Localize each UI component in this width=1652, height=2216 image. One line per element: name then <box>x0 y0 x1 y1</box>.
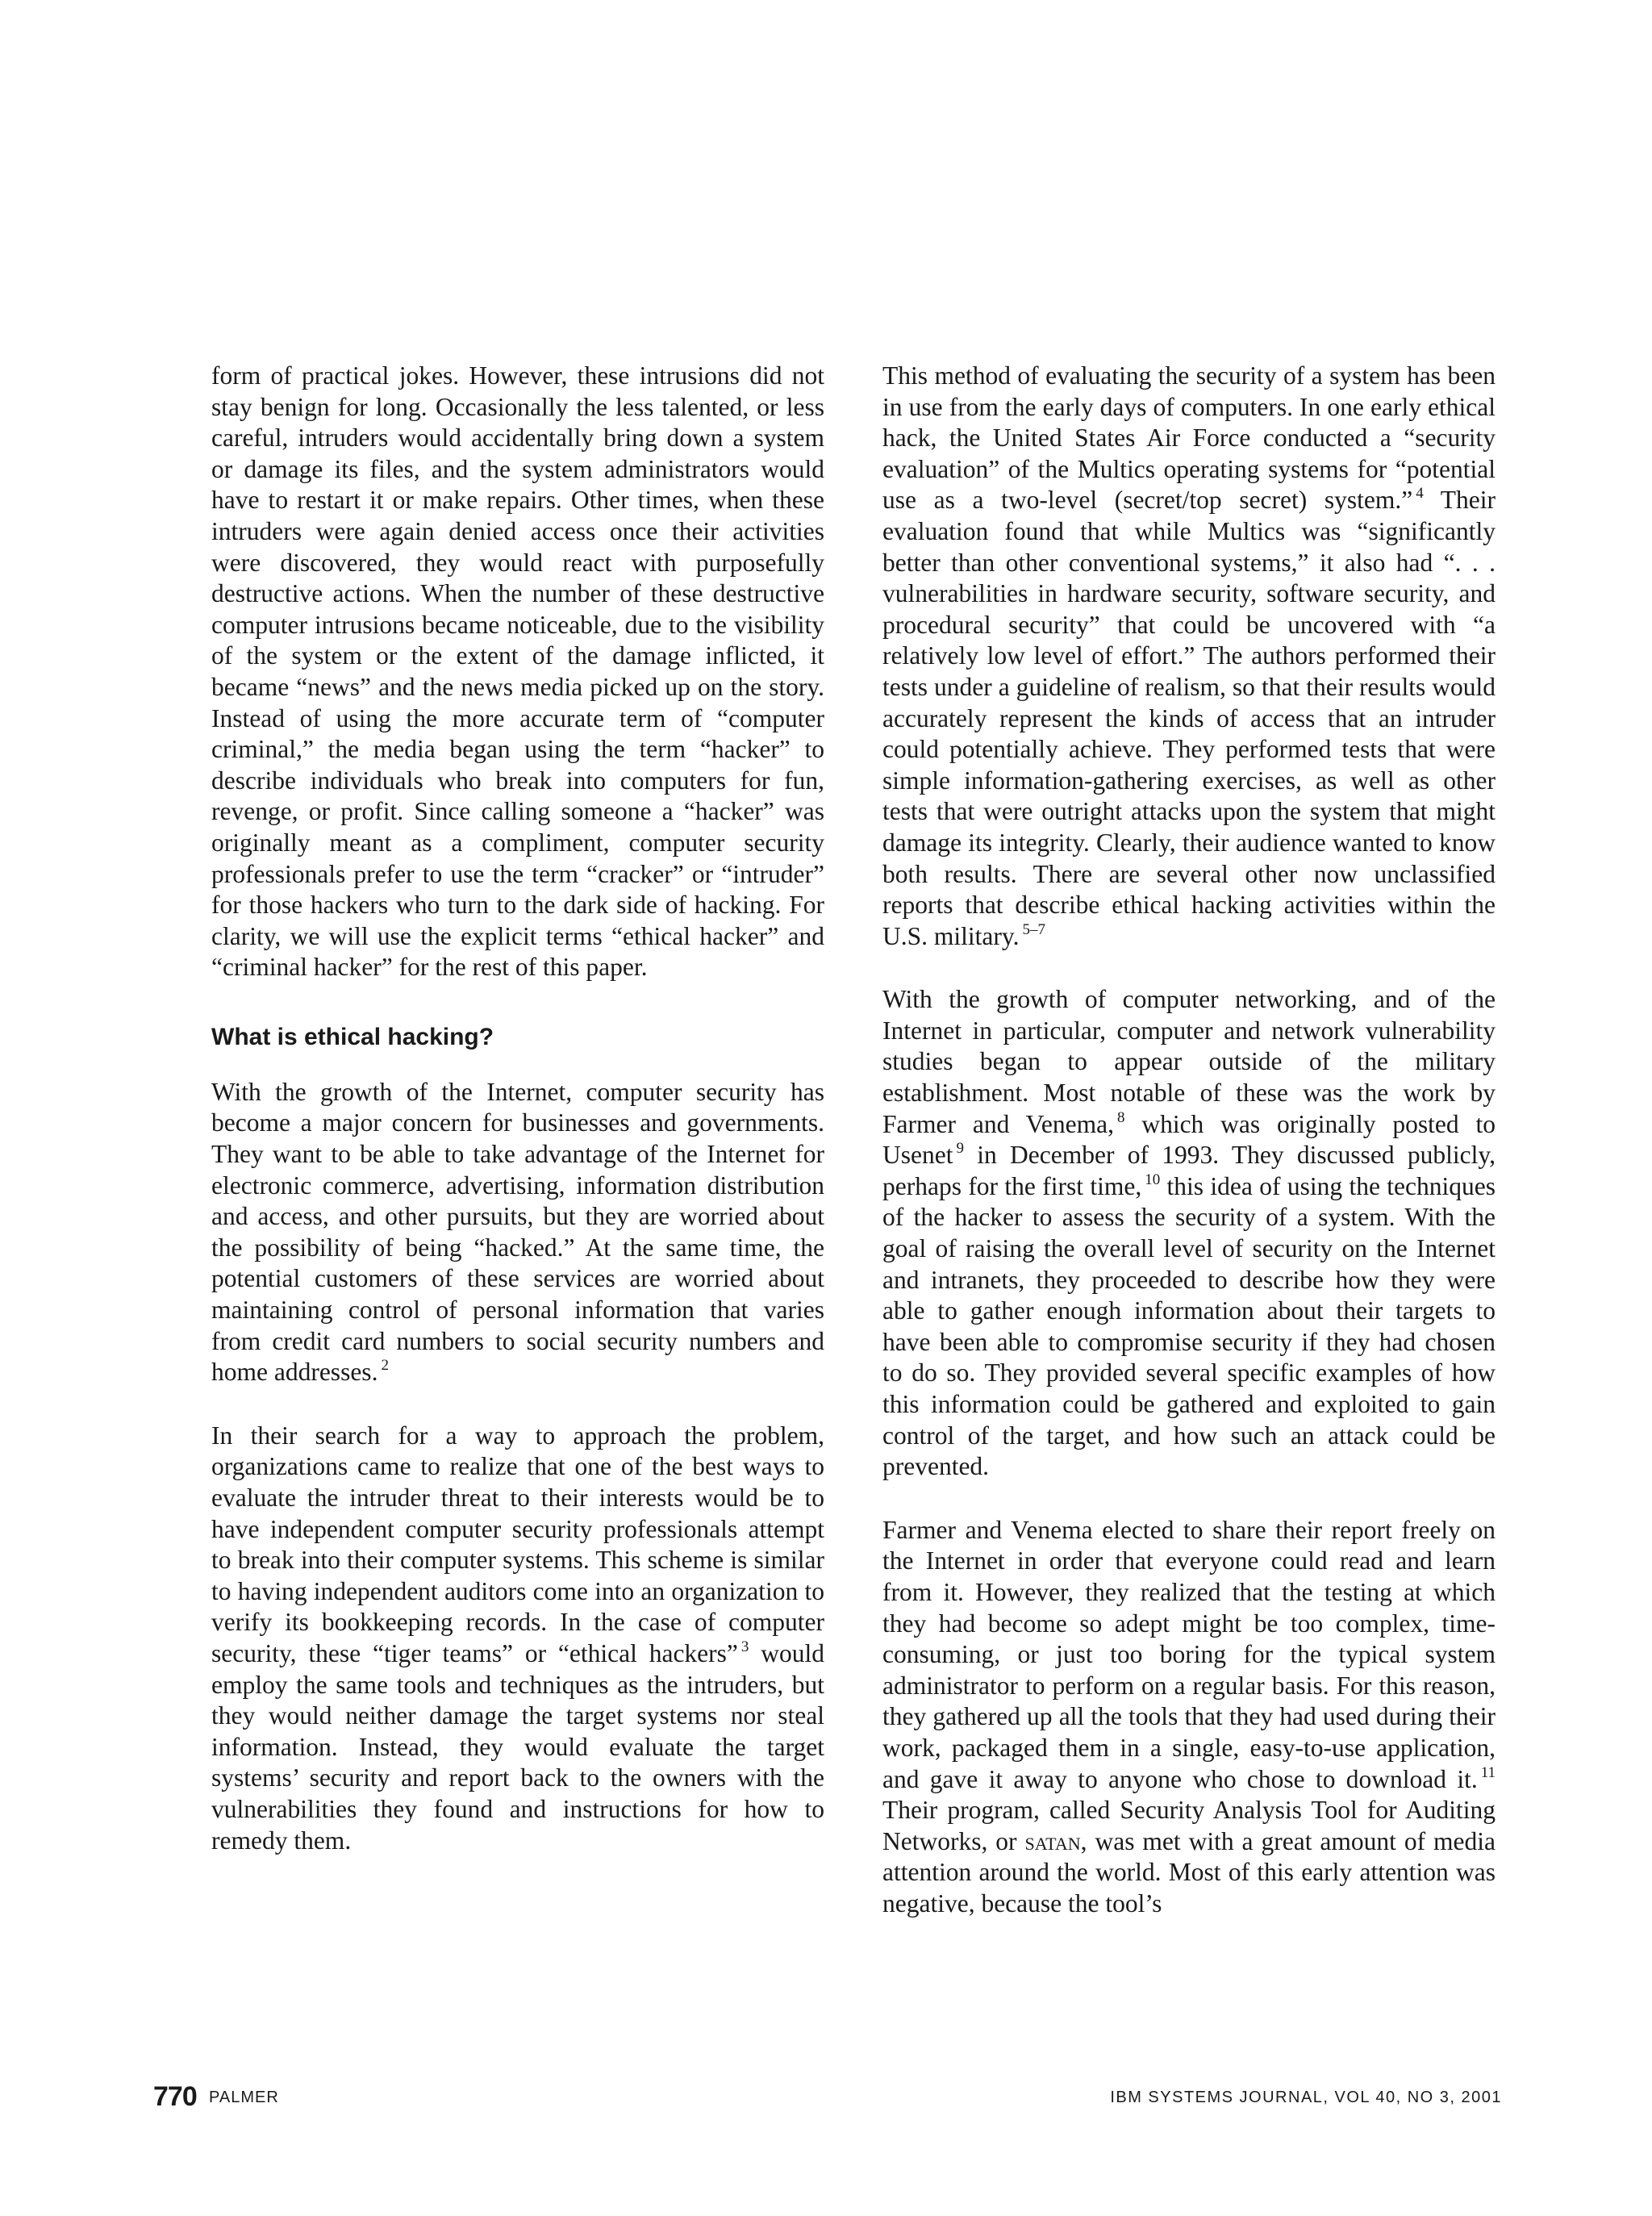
reference-marker[interactable]: 9 <box>956 1140 964 1158</box>
paragraph-text: which was originally posted to Usenet <box>882 1109 1496 1170</box>
running-author: PALMER <box>209 2089 279 2106</box>
paragraph-text: would employ the same tools and techniques as the intruders, but they would neither damage the target systems nor steal information. Instead, they would evaluate the target systems’ security and report back to the owners with the vulnerabilities they found and instructions for how to remedy them. <box>211 1638 824 1855</box>
body-paragraph <box>882 361 1496 952</box>
reference-marker[interactable]: 11 <box>1480 1763 1496 1781</box>
reference-marker[interactable]: 3 <box>740 1638 749 1655</box>
reference-marker[interactable]: 8 <box>1116 1108 1125 1126</box>
body-paragraph <box>211 1077 824 1388</box>
reference-marker[interactable]: 2 <box>381 1357 389 1375</box>
body-paragraph <box>211 1421 824 1856</box>
reference-marker[interactable]: 5–7 <box>1022 920 1045 938</box>
paragraph-text: With the growth of computer networking, and of the Internet in particular, computer and network vulnerability studies began to appear outside of the military establishment. Most notable of these was the work by Farmer and Venema, <box>882 985 1496 1138</box>
paragraph-text: , was met with a great amount of media attention around the world. Most of this early attention was negative, because the tool’s <box>882 1826 1496 1918</box>
right-column <box>882 361 1496 1920</box>
reference-marker[interactable]: 10 <box>1145 1171 1161 1188</box>
paragraph-text: this idea of using the techniques of the hacker to assess the security of a system. With the goal of raising the overall level of security on the Internet and intranets, they proceeded to describe how they were able to gather enough information about their targets to have been able to compromise security if they had chosen to do so. They provided several specific examples of how this information could be gathered and exploited to gain control of the target, and how such an attack could be prevented. <box>882 1171 1496 1481</box>
paragraph-text: Their program, called Security Analysis Tool for Auditing Networks, or <box>882 1796 1496 1855</box>
body-paragraph <box>882 984 1496 1483</box>
reference-marker[interactable]: 4 <box>1416 485 1424 503</box>
paragraph-text: Farmer and Venema elected to share their report freely on the Internet in order that everyone could read and learn from it. However, they realized that the testing at which they had become so adept might be too complex, time-consuming, or just too boring for the typical system administrator to perform on a regular basis. For this reason, they gathered up all the tools that they had used during their work, packaged them in a single, easy-to-use application, and gave it away to anyone who chose to download it. <box>882 1515 1496 1793</box>
paragraph-text: This method of evaluating the security of a system has been in use from the early days of computers. In one early ethical hack, the United States Air Force conducted a “security evaluation” of the Multics operating systems for “potential use as a two-level (secret/top secret) system.” <box>882 361 1496 515</box>
paragraph-text: Their evaluation found that while Multics was “significantly better than other conventional systems,” it also had “. . . vulnerabilities in hardware security, software security, and procedural security” that could be uncovered with “a relatively low level of effort.” The authors performed their tests under a guideline of realism, so that their results would accurately represent the kinds of access that an intruder could potentially achieve. They performed tests that were simple information-gathering exercises, as well as other tests that were outright attacks upon the system that might damage its integrity. Clearly, their audience wanted to know both results. There are several other now unclassified reports that describe ethical hacking activities within the U.S. military. <box>882 486 1496 950</box>
page-number: 770 <box>153 2081 197 2112</box>
page-footer <box>153 2081 1502 2114</box>
paragraph-text: With the growth of the Internet, computer security has become a major concern for businesses and governments. They want to be able to take advantage of the Internet for electronic commerce, advertising, information distribution and access, and other pursuits, but they are worried about the possibility of being “hacked.” At the same time, the potential customers of these services are worried about maintaining control of personal information that varies from credit card numbers to social security numbers and home addresses. <box>211 1077 824 1387</box>
journal-citation: IBM SYSTEMS JOURNAL, VOL 40, NO 3, 2001 <box>1110 2089 1502 2106</box>
paragraph-text: in December of 1993. They discussed publicly, perhaps for the first time, <box>882 1141 1496 1200</box>
body-paragraph <box>882 1515 1496 1920</box>
acronym: satan <box>1024 1826 1081 1855</box>
paragraph-text: In their search for a way to approach the problem, organizations came to realize that one of the best ways to evaluate the intruder threat to their interests would be to have independent computer security professionals attempt to break into their computer systems. This scheme is similar to having independent auditors come into an organization to verify its bookkeeping records. In the case of computer security, these “tiger teams” or “ethical hackers” <box>211 1421 824 1667</box>
left-column <box>211 361 824 1856</box>
body-paragraph: form of practical jokes. However, these intrusions did not stay benign for long. Occasionally the less talented, or less careful, intruders would accidentally bring down a system or damage its files, and the system administrators would have to restart it or make repairs. Other times, when these intruders were again denied access once their activities were discovered, they would react with purposefully destructive actions. When the number of these destructive computer intrusions became noticeable, due to the visibility of the system or the extent of the damage inflicted, it became “news” and the news media picked up on the story. Instead of using the more accurate term of “computer criminal,” the media began using the term “hacker” to describe individuals who break into computers for fun, revenge, or profit. Since calling someone a “hacker” was originally meant as a compliment, computer security professionals prefer to use the term “cracker” or “intruder” for those hackers who turn to the dark side of hacking. For clarity, we will use the explicit terms “ethical hacker” and “criminal hacker” for the rest of this paper. <box>211 361 824 982</box>
section-heading: What is ethical hacking? <box>211 1023 494 1050</box>
